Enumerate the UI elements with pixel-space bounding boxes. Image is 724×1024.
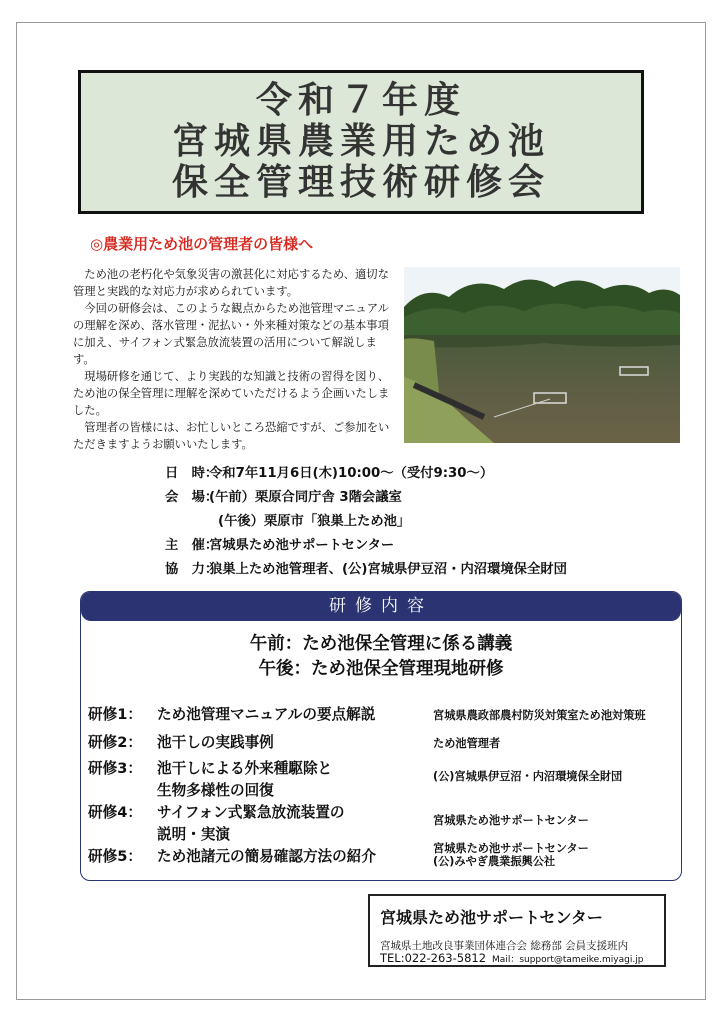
course-4: [88, 802, 345, 846]
date-row: [165, 462, 567, 486]
course-title: サイフォン式緊急放流装置の: [157, 804, 345, 821]
course-1-org: 宮城県農政部農村防災対策室ため池対策班: [433, 709, 646, 722]
venue-pm-row: [165, 510, 567, 534]
date-value: 令和7年11月6日(木)10:00～（受付9:30～）: [209, 466, 494, 481]
course-5: [88, 846, 376, 868]
date-label: 日 時：: [165, 466, 219, 481]
host-row: [165, 534, 567, 558]
program-summary: [81, 632, 681, 682]
contact-mail: Mail：support@tameike.miyagi.jp: [492, 955, 644, 965]
intro-text: [73, 266, 398, 453]
course-3-org: (公)宮城県伊豆沼・内沼環境保全財団: [433, 770, 623, 783]
course-title-cont: 生物多様性の回復: [157, 782, 274, 799]
contact-name: 宮城県ため池サポートセンター: [380, 908, 603, 927]
course-5-org-line1: 宮城県ため池サポートセンター: [433, 842, 589, 855]
host-label: 主 催：: [165, 538, 219, 553]
course-number: 研修4：: [88, 804, 142, 821]
course-number: 研修1：: [88, 706, 142, 723]
intro-paragraph: 管理者の皆様には、お忙しいところ恐縮ですが、ご参加をいただきますようお願いいたします。: [73, 421, 390, 451]
pond-photo-graphic: [404, 267, 680, 443]
course-3: [88, 758, 332, 802]
title-sub: 保全管理技術研修会: [171, 162, 550, 203]
title-main: 宮城県農業用ため池: [171, 121, 550, 162]
greeting-heading: ◎農業用ため池の管理者の皆様へ: [90, 235, 314, 253]
venue-pm: (午後）栗原市「狼巣上ため池」: [218, 514, 411, 529]
course-4-org: 宮城県ため池サポートセンター: [433, 814, 589, 827]
coop-row: [165, 558, 567, 582]
course-title: ため池管理マニュアルの要点解説: [157, 706, 376, 723]
venue-row: [165, 486, 567, 510]
program-header: 研修内容: [81, 592, 681, 621]
title-year: 令和７年度: [255, 80, 466, 121]
course-number: 研修2：: [88, 734, 142, 751]
contact-address: 宮城県土地改良事業団体連合会 総務部 会員支援班内: [380, 940, 629, 952]
course-5-org-line2: (公)みやぎ農業振興公社: [433, 855, 556, 868]
intro-paragraph: 現場研修を通じて、より実践的な知識と技術の習得を図り、ため池の保全管理に理解を深めていただけるよう企画いたしました。: [73, 370, 390, 417]
contact-tel: TEL:022-263-5812: [380, 951, 487, 965]
pm-summary: 午後：ため池保全管理現地研修: [258, 659, 504, 679]
course-number: 研修5：: [88, 848, 142, 865]
coop-value: 狼巣上ため池管理者、(公)宮城県伊豆沼・内沼環境保全財団: [209, 562, 567, 577]
course-1: [88, 704, 375, 726]
course-2-org: ため池管理者: [433, 737, 501, 750]
title-box: [78, 70, 644, 214]
course-2: [88, 732, 274, 754]
course-number: 研修3：: [88, 760, 142, 777]
am-summary: 午前：ため池保全管理に係る講義: [249, 634, 513, 654]
pond-photo: [404, 267, 680, 443]
contact-line: [380, 951, 643, 965]
intro-paragraph: 今回の研修会は、このような観点からため池管理マニュアルの理解を深め、落水管理・泥払い・外来種対策などの基本事項に加え、サイフォン式緊急放流装置の活用について解説します。: [73, 302, 389, 366]
course-title: 池干しによる外来種駆除と: [157, 760, 333, 777]
venue-label: 会 場：: [165, 490, 219, 505]
program-box: [80, 591, 682, 881]
host-value: 宮城県ため池サポートセンター: [209, 538, 395, 553]
coop-label: 協 力：: [165, 562, 219, 577]
course-title-cont: 説明・実演: [157, 826, 230, 843]
course-title: 池干しの実践事例: [157, 734, 274, 751]
intro-paragraph: ため池の老朽化や気象災害の激甚化に対応するため、適切な管理と実践的な対応力が求められています。: [73, 268, 389, 298]
venue-am: (午前）栗原合同庁舎 3階会議室: [209, 490, 402, 505]
event-details: [165, 462, 567, 582]
course-5-org: [433, 842, 589, 868]
course-title: ため池諸元の簡易確認方法の紹介: [157, 848, 376, 865]
contact-box: [368, 894, 666, 967]
